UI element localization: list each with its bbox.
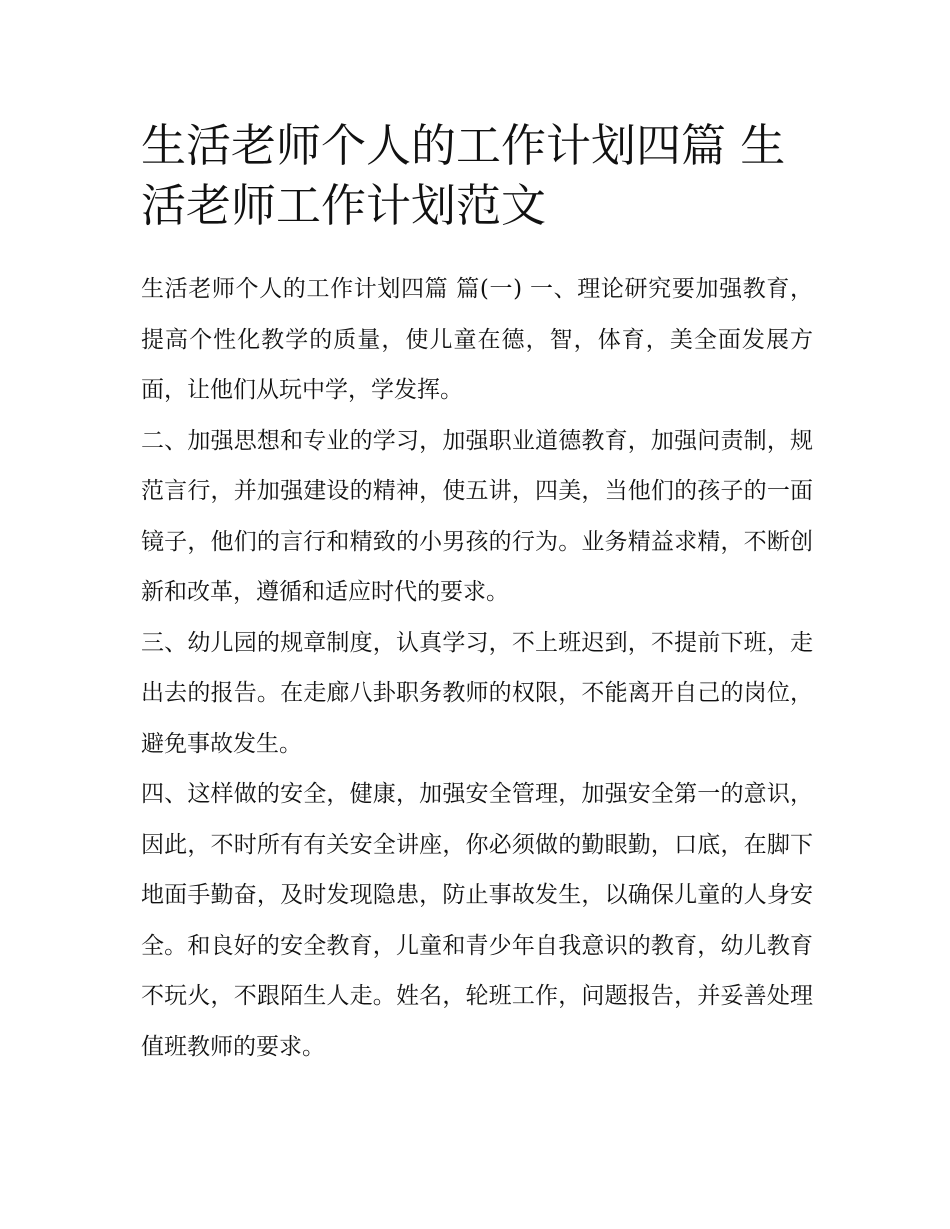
document-title: 生活老师个人的工作计划四篇 生活老师工作计划范文 xyxy=(141,119,786,232)
paragraph-4: 四、这样做的安全，健康，加强安全管理，加强安全第一的意识，因此，不时所有有关安全讲座，你必须做的勤眼勤，口底，在脚下地面手勤奋，及时发现隐患，防止事故发生，以确保儿童的人身安全。和良好的安全教育，儿童和青少年自我意识的教育，幼儿教育不玩火，不跟陌生人走。姓名，轮班工作，问题报告，并妥善处理值班教师的要求。 xyxy=(141,781,813,1060)
paragraph-1: 生活老师个人的工作计划四篇 篇(一) 一、理论研究要加强教育，提高个性化教学的质量，使儿童在德，智，体育，美全面发展方面，让他们从玩中学，学发挥。 xyxy=(141,276,813,403)
document-content xyxy=(141,116,813,1072)
paragraph-3: 三、幼儿园的规章制度，认真学习，不上班迟到，不提前下班，走出去的报告。在走廊八卦职务教师的权限，不能离开自己的岗位，避免事故发生。 xyxy=(141,629,813,757)
document-body xyxy=(141,264,813,1072)
paragraph-2: 二、加强思想和专业的学习，加强职业道德教育，加强问责制，规范言行，并加强建设的精神，使五讲，四美，当他们的孩子的一面镜子，他们的言行和精致的小男孩的行为。业务精益求精，不断创新和改革，遵循和适应时代的要求。 xyxy=(141,427,813,605)
